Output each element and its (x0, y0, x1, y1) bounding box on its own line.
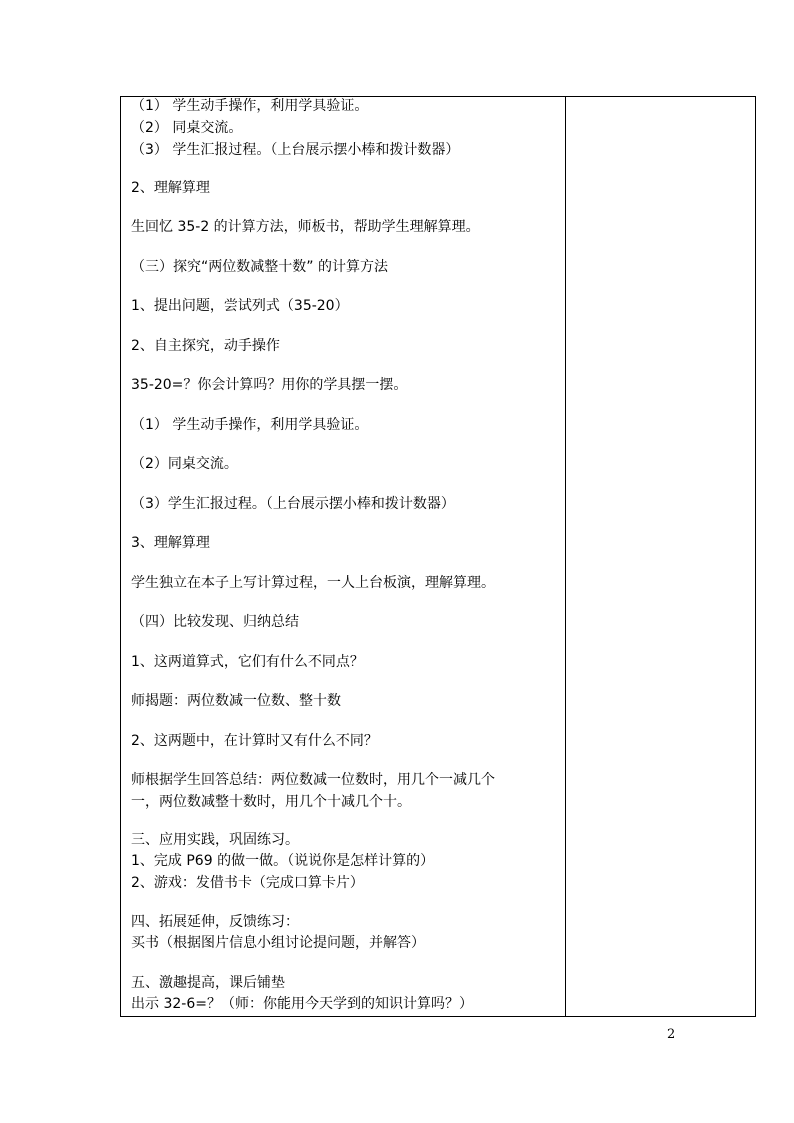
text-line: 2、理解算理 (131, 180, 210, 196)
text-line: （2）同桌交流。 (131, 456, 238, 472)
text-line: 2、游戏：发借书卡（完成口算卡片） (131, 875, 364, 891)
text-line: 四、拓展延伸，反馈练习： (131, 914, 299, 930)
text-line: 1、这两道算式，它们有什么不同点？ (131, 654, 364, 670)
text-line: 师根据学生回答总结：两位数减一位数时，用几个一减几个 (131, 772, 495, 788)
text-line: 1、提出问题，尝试列式（35-20） (131, 298, 349, 314)
text-line: 2、自主探究，动手操作 (131, 338, 280, 354)
text-line: 3、理解算理 (131, 535, 210, 551)
lesson-table (120, 96, 756, 1017)
text-line: 师揭题：两位数减一位数、整十数 (131, 693, 341, 709)
text-line: 2、这两题中，在计算时又有什么不同？ (131, 733, 378, 749)
text-line: 学生独立在本子上写计算过程，一人上台板演，理解算理。 (131, 575, 495, 591)
page-number: 2 (667, 1027, 676, 1042)
text-line: 一，两位数减整十数时，用几个十减几个十。 (131, 794, 411, 810)
text-line: （四）比较发现、归纳总结 (131, 614, 299, 630)
text-line: 1、完成 P69 的做一做。（说说你是怎样计算的） (131, 853, 435, 869)
text-line: （3）学生汇报过程。（上台展示摆小棒和拨计数器） (131, 496, 455, 512)
text-line: 买书（根据图片信息小组讨论提问题，并解答） (131, 935, 425, 951)
column-divider (565, 97, 566, 1016)
text-line: （3） 学生汇报过程。（上台展示摆小棒和拨计数器） (131, 142, 460, 158)
text-line: （2） 同桌交流。 (131, 120, 243, 136)
text-line: 五、激趣提高，课后铺垫 (131, 975, 285, 991)
text-line: 出示 32-6=？（师：你能用今天学到的知识计算吗？） (131, 996, 473, 1012)
text-line: （1） 学生动手操作，利用学具验证。 (131, 98, 369, 114)
text-line: （1） 学生动手操作，利用学具验证。 (131, 417, 369, 433)
text-line: 三、应用实践，巩固练习。 (131, 832, 299, 848)
text-line: 35-20=？你会计算吗？用你的学具摆一摆。 (131, 377, 408, 393)
text-line: （三）探究“两位数减整十数” 的计算方法 (131, 259, 388, 275)
text-line: 生回忆 35-2 的计算方法，师板书，帮助学生理解算理。 (131, 219, 480, 235)
